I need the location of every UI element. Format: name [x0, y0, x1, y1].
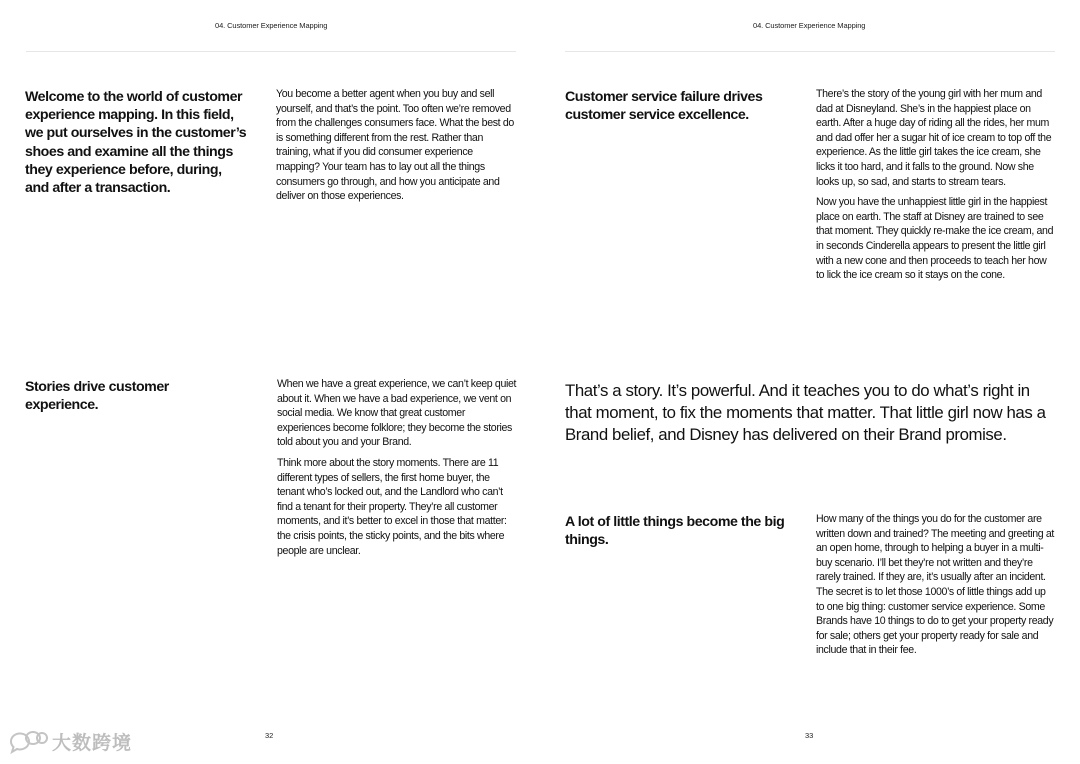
header-divider — [565, 51, 1055, 52]
page-number: 32 — [265, 731, 274, 740]
chat-bubbles-icon — [8, 729, 48, 755]
body-paragraph: How many of the things you do for the customer are written down and trained? The meeting and greeting at an open home, through to helping a buyer in a multi-buy scenario. I’ll bet they’re not written and they’re rarely trained. If they are, it’s usually after an incident. The secret is to let those 1000’s of little things add up to one big thing: customer service experience. Some Brands have 10 things to do to get your property ready for sale; others get your property ready for sale and include that in their fee. — [816, 513, 1055, 657]
body-paragraph: When we have a great experience, we can’t keep quiet about it. When we have a bad experience, we vent on social media. We know that great customer experiences become folklore; they become the stories told about you and your Brand. — [277, 378, 517, 449]
section-heading-failure: Customer service failure drives customer service excellence. — [565, 89, 763, 124]
header-divider — [26, 51, 516, 52]
body-paragraph: You become a better agent when you buy and sell yourself, and that’s the point. Too often we’re removed from the challenges consumers face. What the best do is something different from the rest. Rather than training, what if you did consumer experience mapping? Your team has to lay out all the things consumers go through, and how you anticipate and deliver on those experiences. — [276, 88, 514, 203]
watermark-text: 大数跨境 — [52, 733, 133, 754]
page-number: 33 — [805, 731, 814, 740]
section-heading-little-things: A lot of little things become the big things. — [565, 514, 785, 549]
section-body-little-things — [816, 512, 1056, 664]
section-heading-stories: Stories drive customer experience. — [25, 379, 169, 414]
running-head: 04. Customer Experience Mapping — [753, 21, 866, 30]
body-paragraph: There’s the story of the young girl with her mum and dad at Disneyland. She’s in the happiest place on earth. After a huge day of riding all the rides, her mum and dad offer her a sugar hit of ice cream to top off the experience. As the little girl takes the ice cream, she licks it too hard, and it falls to the ground. Now she looks up, so sad, and starts to stream tears. — [816, 88, 1052, 188]
running-head: 04. Customer Experience Mapping — [215, 21, 328, 30]
body-paragraph: Think more about the story moments. There are 11 different types of sellers, the first home buyer, the tenant who’s locked out, and the Landlord who can’t find a tenant for their property. They’re all customer moments, and it’s better to excel in those that matter: the crisis points, the sticky points, and the bits where people are unclear. — [277, 456, 507, 557]
right-page — [540, 0, 1080, 764]
section-body-failure — [816, 87, 1056, 289]
section-heading-welcome: Welcome to the world of customer experience mapping. In this field, we put ourselves in the customer’s shoes and examine all the things they experience before, during, and after a transaction. — [25, 89, 247, 197]
pull-quote: That’s a story. It’s powerful. And it teaches you to do what’s right in that moment, to fix the moments that matter. That little girl now has a Brand belief, and Disney has delivered on their Brand promise. — [565, 381, 1046, 444]
watermark — [8, 728, 132, 755]
body-paragraph: Now you have the unhappiest little girl in the happiest place on earth. The staff at Disney are trained to see that moment. They quickly re-make the ice cream, and in seconds Cinderella appears to present the little girl with a new cone and then proceeds to teach her how to lick the ice cream so it stays on the cone. — [816, 196, 1054, 282]
section-body-welcome — [276, 87, 516, 210]
section-body-stories — [277, 377, 517, 564]
